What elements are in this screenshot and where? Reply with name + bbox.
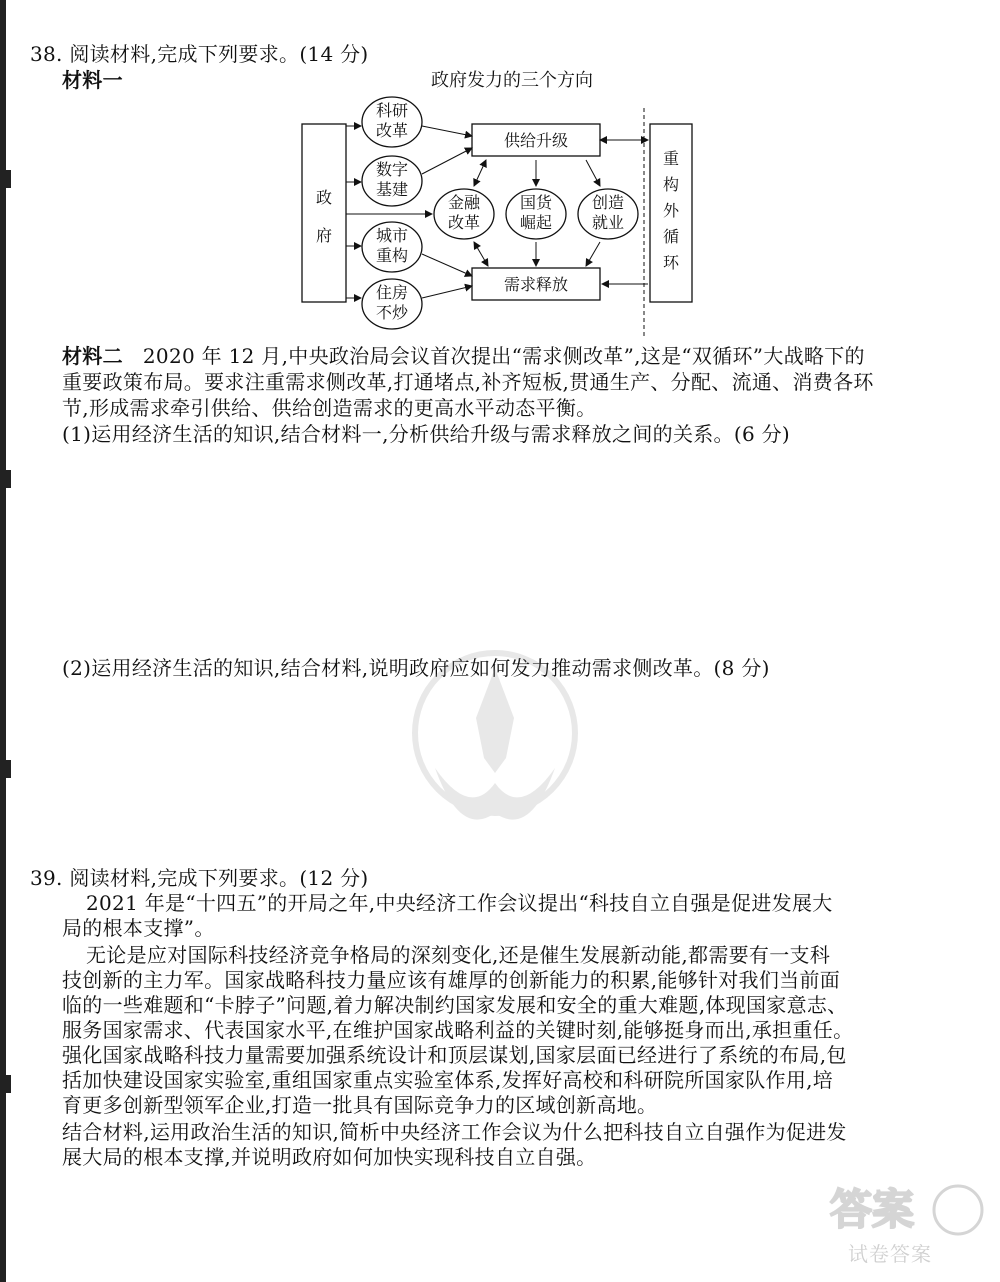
stamp-logo-icon [820, 1180, 990, 1240]
binding-mark [0, 470, 11, 488]
node-text: 科研 [375, 101, 409, 120]
node-text: 创造 [591, 193, 625, 212]
material-2-first-line [62, 344, 865, 368]
node-text: 国货 [519, 193, 553, 212]
external-circulation-text: 循 [662, 227, 680, 246]
q39-paragraph-1: 2021 年是“十四五”的开局之年,中央经济工作会议提出“科技自立自强是促进发展大 [86, 891, 833, 915]
supply-upgrade-label: 供给升级 [503, 131, 569, 150]
q39-paragraph-2: 强化国家战略科技力量需要加强系统设计和顶层谋划,国家层面已经进行了系统的布局,包 [62, 1043, 847, 1067]
q39-paragraph-1: 局的根本支撑”。 [62, 916, 215, 940]
node-text: 改革 [375, 121, 409, 140]
material-2-text: 重要政策布局。要求注重需求侧改革,打通堵点,补齐短板,贯通生产、分配、流通、消费各环 [62, 370, 874, 394]
watermark-logo-icon [410, 648, 580, 848]
policy-diagram [298, 64, 694, 336]
q39-question: 结合材料,运用政治生活的知识,简析中央经济工作会议为什么把科技自立自强作为促进发 [62, 1120, 847, 1144]
node-text: 不炒 [375, 303, 409, 322]
government-label-1: 政 [315, 188, 333, 207]
node-text: 基建 [375, 180, 409, 199]
q39-paragraph-2: 服务国家需求、代表国家水平,在维护国家战略利益的关键时刻,能够挺身而出,承担重任。 [62, 1018, 854, 1042]
q39-paragraph-2: 无论是应对国际科技经济竞争格局的深刻变化,还是催生发展新动能,都需要有一支科 [86, 943, 831, 967]
external-circulation-text: 外 [662, 201, 680, 220]
node-text: 就业 [591, 213, 625, 232]
binding-mark [0, 760, 11, 778]
question-38-2: (2)运用经济生活的知识,结合材料,说明政府应如何发力推动需求侧改革。(8 分) [62, 656, 770, 680]
binding-mark [0, 170, 11, 188]
q39-paragraph-2: 育更多创新型领军企业,打造一批具有国际竞争力的区域创新高地。 [62, 1093, 658, 1117]
binding-mark [0, 1075, 11, 1093]
material-2-text: 2020 年 12 月,中央政治局会议首次提出“需求侧改革”,这是“双循环”大战略下的 [142, 344, 865, 368]
node-text: 崛起 [519, 213, 553, 232]
node-text: 重构 [375, 246, 409, 265]
demand-release-label: 需求释放 [503, 275, 569, 294]
external-circulation-text: 重 [662, 149, 680, 168]
q39-paragraph-2: 临的一些难题和“卡脖子”问题,着力解决制约国家发展和安全的重大难题,体现国家意志、 [62, 993, 848, 1017]
government-box [302, 124, 346, 302]
question-38-header: 38. 阅读材料,完成下列要求。(14 分) [30, 42, 369, 66]
q39-paragraph-2: 技创新的主力军。国家战略科技力量应该有雄厚的创新能力的积累,能够针对我们当前面 [62, 968, 841, 992]
question-38-1: (1)运用经济生活的知识,结合材料一,分析供给升级与需求释放之间的关系。(6 分) [62, 422, 791, 446]
government-label-2: 府 [315, 226, 333, 245]
material-2-text: 节,形成需求牵引供给、供给创造需求的更高水平动态平衡。 [62, 396, 597, 420]
node-text: 金融 [447, 193, 481, 212]
svg-text:答案: 答案 [830, 1185, 915, 1234]
node-text: 改革 [447, 213, 481, 232]
material-1-label: 材料一 [62, 68, 123, 92]
diagram-title: 政府发力的三个方向 [431, 70, 593, 91]
material-2-label: 材料二 [62, 344, 123, 368]
node-text: 数字 [375, 160, 409, 179]
node-text: 城市 [375, 226, 409, 245]
q39-paragraph-2: 括加快建设国家实验室,重组国家重点实验室体系,发挥好高校和科研院所国家队作用,培 [62, 1068, 834, 1092]
q39-question: 展大局的根本支撑,并说明政府如何加快实现科技自立自强。 [62, 1145, 597, 1169]
node-text: 住房 [375, 283, 409, 302]
external-circulation-text: 构 [662, 175, 680, 194]
answer-site-stamp [820, 1180, 990, 1280]
question-39-header: 39. 阅读材料,完成下列要求。(12 分) [30, 866, 369, 890]
external-circulation-text: 环 [662, 253, 680, 272]
stamp-text: 试卷答案 [848, 1242, 932, 1266]
